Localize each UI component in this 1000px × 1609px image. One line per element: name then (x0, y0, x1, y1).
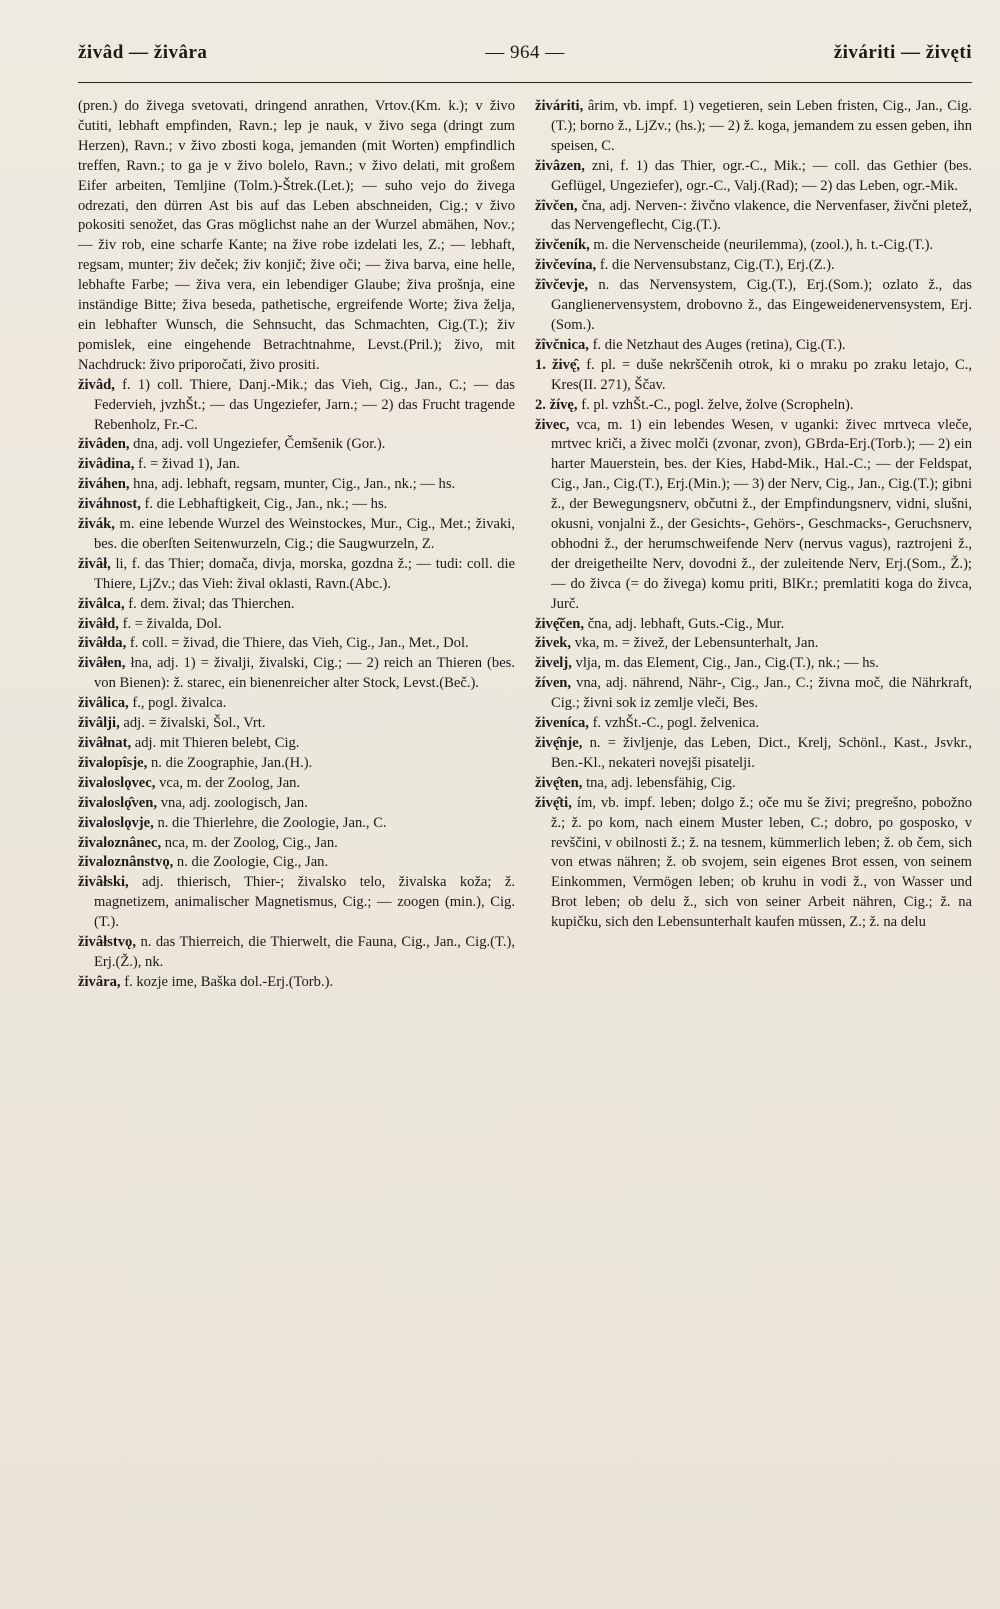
dictionary-entry (78, 495, 515, 515)
entry-definition: f. = živalda, Dol. (122, 615, 222, 632)
entry-definition: f. 1) coll. Thiere, Danj.-Mik.; das Vieh, Cig., Jan., C.; — das Federvieh, jvzhŠt.; — das Ungeziefer, Jarn.; — 2) das Frucht tragende Rebenholz, Fr.-C. (94, 376, 515, 433)
text-columns (78, 97, 972, 993)
entry-definition: f. die Netzhaut des Auges (retina), Cig.(T.). (592, 336, 846, 353)
dictionary-entry (535, 794, 972, 933)
entry-definition: vca, m. 1) ein lebendes Wesen, v uganki: živec mrtveca vleče, mrtvec kriči, a živec molči (zvonar, zvon), GBrda-Erj.(Torb.); — 2) ein harter Mauerstein, bes. der Kies, Habd-Mik., Hal.-C.; — der Feldspat, Cig., Jan., Cig.(T.), Erj.(Min.); — 3) der Nerv, Cig., Jan., Cig.(T.); gibni ž., der Bewegungsnerv, občutni ž., der Empfindungsnerv, vidni, slušni, okusni, vonjalni ž., der Gesichts-, Gehörs-, Geschmacks-, Geruchsnerv, obhodni ž., der herumschweifende Nerv (nervus vagus), raztrojeni ž., der dreigetheilte Nerv, dovodni ž., der zuleitende Nerv, Erj.(Som., Ž.); — do živca (= do živega) komu priti, BlKr.; premlatiti koga do živca, Jurč. (551, 416, 972, 612)
entry-definition: adj. thierisch, Thier-; živalsko telo, živalska koža; ž. magnetizem, animalischer Magnetismus, Cig.; — zoogen (min.), Cig.(T.). (94, 874, 515, 931)
left-column (78, 97, 515, 993)
dictionary-entry (535, 236, 972, 256)
dictionary-entry (535, 674, 972, 714)
dictionary-entry (535, 97, 972, 157)
entry-definition: zni, f. 1) das Thier, ogr.-C., Mik.; — coll. das Gethier (bes. Geflügel, Ungeziefer), ogr.-C., Valj.(Rad); — 2) das Leben, ogr.-Mik. (551, 157, 972, 194)
entry-headword: živec, (535, 416, 570, 433)
entry-definition: vca, m. der Zoolog, Jan. (159, 774, 301, 791)
entry-headword: živalopîsje, (78, 754, 148, 771)
entry-definition: vka, m. = živež, der Lebensunterhalt, Jan. (574, 635, 819, 652)
entry-definition: łna, adj. 1) = živalji, živalski, Cig.; — 2) reich an Thieren (bes. von Bienen): ž. starec, ein bienenreicher alter Stock, Levst.(Beč.). (94, 655, 515, 692)
entry-headword: živaloslǫvje, (78, 814, 154, 831)
entry-headword: živáriti, (535, 98, 584, 114)
dictionary-entry (78, 933, 515, 973)
entry-headword: živâlica, (78, 695, 129, 712)
entry-headword: živâlca, (78, 595, 125, 612)
dictionary-entry (78, 595, 515, 615)
entry-headword: živâłda, (78, 635, 127, 652)
entry-definition: f. pl. vzhŠt.-C., pogl. želve, žolve (Scropheln). (581, 396, 854, 413)
dictionary-entry (535, 654, 972, 674)
entry-definition: ârim, vb. impf. 1) vegetieren, sein Leben fristen, Cig., Jan., Cig.(T.); borno ž., LjZv.; (hs.); — 2) ž. koga, jemandem zu essen geben, ihn speisen, C. (551, 98, 972, 154)
dictionary-entry (535, 356, 972, 396)
entry-definition: vna, adj. nährend, Nähr-, Cig., Jan., C.; živna moč, die Nährkraft, Cig.; živni sok iz zemlje vleči, Bes. (551, 675, 972, 712)
dictionary-entry (78, 475, 515, 495)
dictionary-entry (535, 197, 972, 237)
header-left-guideword: živâd — živâra (78, 42, 208, 63)
entry-headword: živâd, (78, 376, 115, 393)
dictionary-entry (78, 774, 515, 794)
entry-definition: f. coll. = živad, die Thiere, das Vieh, Cig., Jan., Met., Dol. (129, 635, 469, 652)
entry-headword: žíven, (535, 675, 572, 692)
dictionary-entry (78, 615, 515, 635)
entry-definition: vna, adj. zoologisch, Jan. (160, 794, 308, 811)
dictionary-entry (535, 256, 972, 276)
entry-headword: živę̂čen, (535, 615, 585, 632)
entry-headword: žîvčevje, (535, 277, 589, 294)
entry-headword: živâłd, (78, 615, 119, 632)
dictionary-entry (535, 774, 972, 794)
entry-definition: tna, adj. lebensfähig, Cig. (586, 774, 736, 791)
entry-definition: n. die Zoographie, Jan.(H.). (150, 754, 313, 771)
dictionary-entry (78, 654, 515, 694)
entry-definition: f. pl. = duše nekrščenih otrok, ki o mraku po zraku letajo, C., Kres(II. 271), Ščav. (551, 356, 972, 393)
entry-definition: m. die Nervenscheide (neurilemma), (zool.), h. t.-Cig.(T.). (593, 237, 934, 254)
dictionary-entry (78, 734, 515, 754)
entry-definition: n. das Thierreich, die Thierwelt, die Fauna, Cig., Jan., Cig.(T.), Erj.(Ž.), nk. (94, 934, 515, 970)
dictionary-entry (535, 714, 972, 734)
entry-headword: živčeník, (535, 237, 590, 254)
entry-definition: vlja, m. das Element, Cig., Jan., Cig.(T.), nk.; — hs. (575, 655, 879, 672)
entry-headword: živâden, (78, 436, 130, 453)
entry-definition: f. kozje ime, Baška dol.-Erj.(Torb.). (124, 973, 334, 990)
entry-definition: m. eine lebende Wurzel des Weinstockes, Mur., Cig., Met.; živaki, bes. die oberſten Seitenwurzeln, Cig.; die Saugwurzeln, Z. (94, 516, 515, 552)
page-number: — 964 — (485, 42, 565, 63)
entry-definition: nca, m. der Zoolog, Cig., Jan. (164, 834, 338, 851)
entry-headword: živâlji, (78, 715, 120, 732)
entry-headword: živaloslǫ̂ven, (78, 794, 158, 811)
entry-definition: n. = življenje, das Leben, Dict., Krelj, Schönl., Kast., Jsvkr., Ben.-Kl., nekateri novejši pisatelji. (551, 735, 972, 771)
entry-headword: živáhen, (78, 476, 130, 493)
dictionary-entry (78, 873, 515, 933)
dictionary-entry (535, 634, 972, 654)
entry-headword: živeníca, (535, 715, 589, 732)
right-column (535, 97, 972, 993)
entry-definition: čna, adj. Nerven-: živčno vlakence, die Nervenfaser, živčni pletež, das Nervengeflecht, Cig.(T.). (551, 197, 973, 234)
entry-headword: živelj, (535, 655, 572, 672)
entry-headword: 1. živę̂, (535, 356, 581, 373)
dictionary-entry (78, 515, 515, 555)
entry-headword: živâłen, (78, 655, 126, 672)
entry-definition: (pren.) do živega svetovati, dringend anrathen, Vrtov.(Km. k.); v živo čutiti, lebhaft empfinden, Ravn.; lep je nauk, v živo sega (dringt zum Herzen), Ravn.; v živo zbosti koga, jemanden (mit Worten) empfindlich treffen, Ravn.; to ga je v živo bolelo, Ravn.; v živo delati, mit großem Eifer arbeiten, Temljine (Tolm.)-Štrek.(Let.); — suho vejo do živega odrezati, den dürren Ast bis auf das Leben abschneiden, Cig.; v živo pokositi senožet, das Gras möglichst nahe an der Wurzel abmähen, Nov.; — živ rob, eine scharfe Kante; na žive robe izdelati les, Z.; — lebhaft, regsam, munter; živ deček; živ konjič; žive oči; — živa barva, eine helle, lebhafte Farbe; — živa vera, ein lebendiger Glaube; živa prošnja, eine inständige Bitte; živa beseda, pathetische, ergreifende Worte; živa želja, ein lebhafter Wunsch, die Sehnsucht, das Schmachten, Cig.(T.); živ pomislek, eine eingehende Betrachtnahme, Levst.(Pril.); živo, mit Nachdruck: živo priporočati, živo prositi. (78, 98, 515, 373)
entry-headword: živaloznânec, (78, 834, 162, 851)
entry-headword: živę̂ten, (535, 774, 583, 791)
dictionary-entry (535, 157, 972, 197)
entry-definition: hna, adj. lebhaft, regsam, munter, Cig., Jan., nk.; — hs. (133, 476, 456, 493)
entry-headword: žîvčen, (535, 197, 578, 214)
dictionary-entry (78, 555, 515, 595)
entry-definition: n. die Thierlehre, die Zoologie, Jan., C. (157, 814, 387, 831)
entry-definition: f. die Lebhaftigkeit, Cig., Jan., nk.; — hs. (144, 496, 388, 513)
entry-headword: živâłski, (78, 874, 129, 891)
dictionary-entry (535, 615, 972, 635)
dictionary-entry (78, 754, 515, 774)
entry-headword: živaloslǫvec, (78, 774, 156, 791)
dictionary-entry (535, 336, 972, 356)
dictionary-entry (78, 455, 515, 475)
entry-headword: živę̂ti, (535, 794, 572, 811)
entry-headword: žîvčnica, (535, 336, 589, 353)
header-rule (78, 82, 972, 83)
entry-definition: ím, vb. impf. leben; dolgo ž.; oče mu še živi; pregrešno, pobožno ž.; ž. po kom, nach einem Muster leben, C.; dobro, po gosposko, v revščini, v obilnosti ž.; ž. na tesnem, kümmerlich leben; ž. ob čem, sich von etwas nähren; ž. ob svojem, sein eigenes Brot essen, von seinem Einkommen, Vermögen leben; ob kruhu in vodi ž., von Wasser und Brot leben; ob delu ž., sich von seiner Arbeit nähren, Cig.; ž. na kupičku, sich den Lebensunterhalt kaufen müssen, Z.; ž. na delu (551, 794, 972, 931)
running-header (78, 42, 972, 76)
dictionary-entry (535, 276, 972, 336)
entry-definition: dna, adj. voll Ungeziefer, Čemšenik (Gor.). (133, 436, 386, 453)
dictionary-entry (535, 396, 972, 416)
entry-headword: živčevína, (535, 257, 597, 274)
entry-headword: živaloznânstvǫ, (78, 854, 174, 871)
entry-definition: f. vzhŠt.-C., pogl. želvenica. (592, 715, 760, 732)
dictionary-entry (78, 694, 515, 714)
dictionary-entry (78, 794, 515, 814)
entry-definition: n. das Nervensystem, Cig.(T.), Erj.(Som.); ozlato ž., das Ganglienervensystem, drobovno ž., das Eingeweidenervensystem, Erj.(Som.). (551, 277, 972, 333)
dictionary-entry (535, 734, 972, 774)
entry-definition: f. die Nervensubstanz, Cig.(T.), Erj.(Z.). (599, 257, 835, 274)
dictionary-entry (78, 376, 515, 436)
dictionary-entry (78, 634, 515, 654)
entry-headword: živâłnat, (78, 735, 132, 751)
dictionary-entry (78, 853, 515, 873)
dictionary-entry (78, 973, 515, 993)
dictionary-entry (78, 435, 515, 455)
entry-headword: živáhnost, (78, 496, 141, 513)
dictionary-entry (78, 834, 515, 854)
entry-definition: f. dem. žival; das Thierchen. (128, 595, 295, 612)
entry-definition: n. die Zoologie, Cig., Jan. (176, 854, 329, 871)
dictionary-entry (78, 97, 515, 376)
entry-headword: živâzen, (535, 157, 585, 174)
entry-definition: li, f. das Thier; domača, divja, morska, gozdna ž.; — tudi: coll. die Thiere, LjZv.; das Vieh: žival oklasti, Ravn.(Abc.). (94, 555, 515, 592)
entry-definition: adj. mit Thieren belebt, Cig. (134, 735, 300, 751)
dictionary-entry (78, 814, 515, 834)
entry-headword: živę̂nje, (535, 735, 583, 751)
entry-headword: živâdina, (78, 456, 135, 473)
header-right-guideword: živáriti — živęti (833, 42, 972, 63)
dictionary-entry (535, 416, 972, 615)
entry-definition: čna, adj. lebhaft, Guts.-Cig., Mur. (587, 615, 785, 632)
entry-definition: f., pogl. živalca. (132, 695, 227, 712)
dictionary-entry (78, 714, 515, 734)
entry-headword: živâł, (78, 555, 111, 572)
entry-headword: živâłstvǫ, (78, 934, 136, 951)
entry-definition: adj. = živalski, Šol., Vrt. (123, 715, 266, 732)
entry-headword: živek, (535, 635, 572, 652)
entry-headword: živâra, (78, 973, 121, 990)
entry-headword: živák, (78, 516, 115, 533)
entry-definition: f. = živad 1), Jan. (138, 456, 240, 473)
entry-headword: 2. žívę, (535, 396, 578, 413)
